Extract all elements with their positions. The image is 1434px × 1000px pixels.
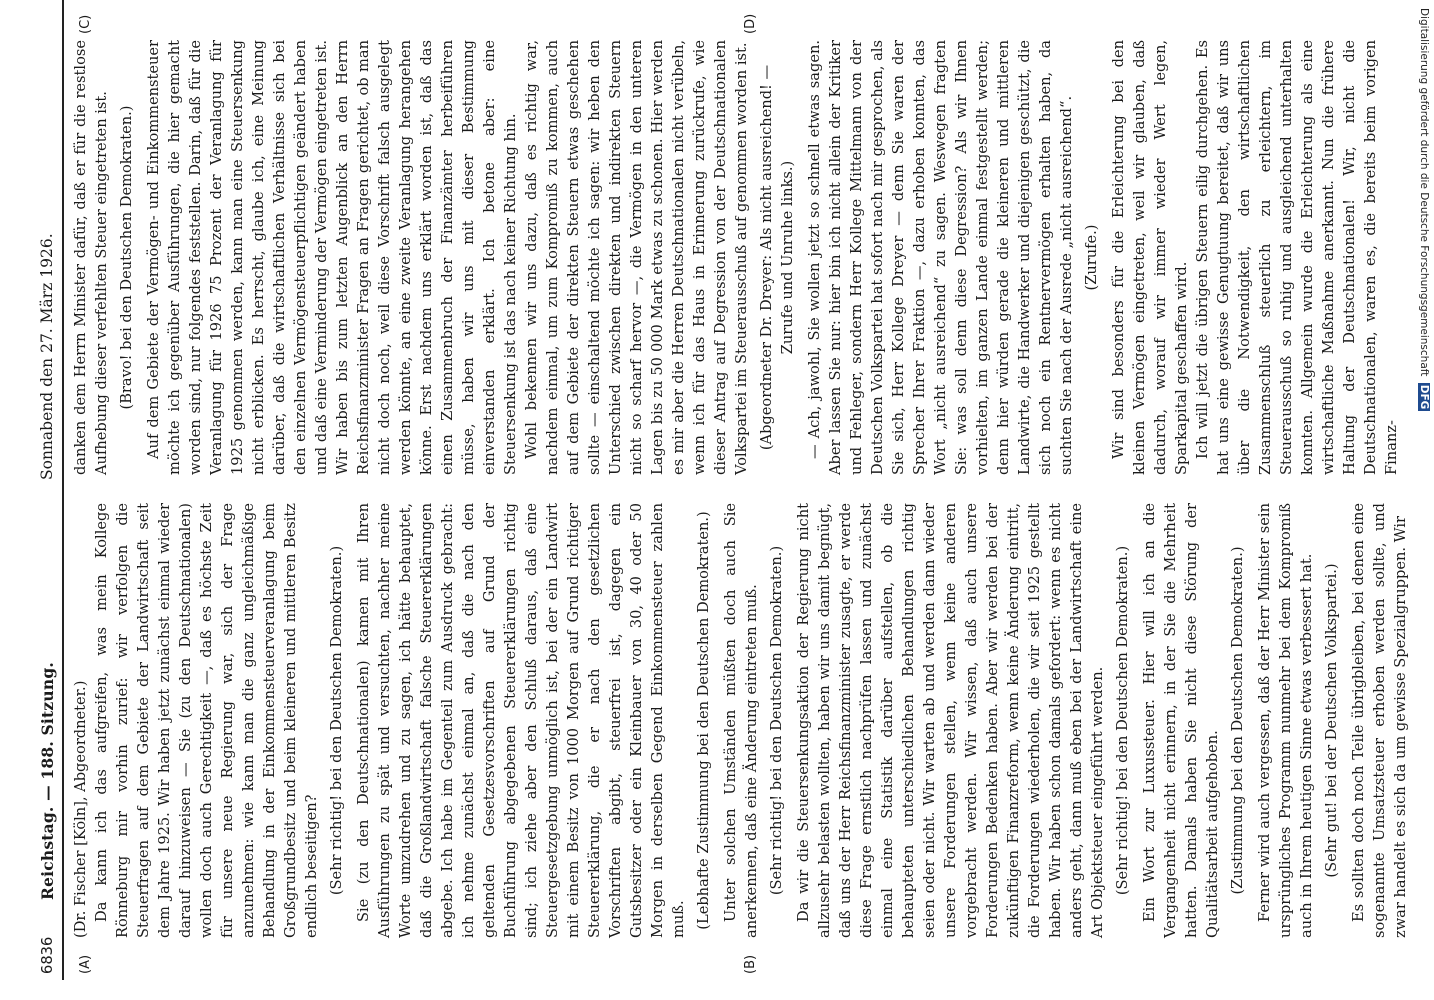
interjection: (Bravo! bei den Deutschen Demokraten.) — [118, 105, 135, 410]
session-title: Reichstag. — 188. Sitzung. — [38, 662, 57, 900]
interjection: (Lebhafte Zustimmung bei den Deutschen Demokraten.) — [695, 511, 712, 930]
paragraph: Ich will jetzt die übrigen Steuern eilig durchgehen. Es hat uns eine gewisse Genugtuung bereitet, daß wir uns über die Notwendigkeit, den wirtschaftlichen Zusammenschluß steuerlich zu erleichtern, im Steuerausschuß so ruhig und ausgleichend unterhalten konnten. Allgemein wurde die Erleichterung als eine wirtschaftliche Maßnahme anerkannt. Nun die frühere Haltung der Deutschnationalen! Wir, nicht die Deutschnationalen, waren es, die bereits beim vorigen Finanz- — [1194, 40, 1400, 475]
paragraph: — Ach, jawohl, Sie wollen jetzt so schnell etwas sagen. Aber lassen Sie nur: hier bin ich nicht allein der Kritiker und Fehleger, sondern Herr Kollege Mittelmann von der Deutschen Volkspartei hat sofort nach mir gesprochen, als Sie sich, Herr Kollege Dreyer — denn Sie waren der Sprecher Ihrer Fraktion —, dazu erhoben konnten, das Wort „nicht ausreichend“ zu sagen. Weswegen fragten Sie: was soll denn diese Degression? Als wir Ihnen vorhielten, im ganzen Lande einmal festgestellt werden; denn hier würden gerade die kleineren und mittleren Landwirte, die Handwerker und diejenigen geschützt, die sich noch ein Rentnervermögen erhalten haben, da suchten Sie nach der Ausrede „nicht ausreichend“. — [806, 40, 1075, 475]
paragraph: danken dem Herrn Minister dafür, daß er für die restlose Aufhebung dieser verfehlten Steuer eingetreten ist. — [72, 40, 110, 475]
speaker-line: (Dr. Fischer [Köln], Abgeordneter.) — [72, 680, 89, 938]
interjection: (Zustimmung bei den Deutschen Demokraten.) — [1229, 546, 1246, 895]
credit-text: Digitalisierung gefördert durch die Deutsche Forschungsgemeinschaft — [1418, 8, 1430, 377]
interjection: (Sehr richtig! bei den Deutschen Demokraten.) — [1114, 545, 1131, 896]
header-rule — [62, 0, 64, 980]
paragraph: Da kann ich das aufgreifen, was mein Kollege Rönneburg mir vorhin zurief: wir verfolgen die Steuerfragen auf dem Gebiete der Landwirtschaft seit dem Jahre 1925. Wir haben jetzt zunächst einmal wieder darauf hinzuweisen — Sie (zu den Deutschnationalen) wollen doch auch Gerechtigkeit —, daß es höchste Zeit für unsere neue Regierung war, sich der Frage anzunehmen: wie kann man die ganz ungleichmäßige Behandlung in der Einkommensteuerveranlagung beim Großgrundbesitz und beim kleineren und mittleren Besitz endlich beseitigen? — [93, 503, 320, 938]
paragraph: Ein Wort zur Luxussteuer. Hier will ich an die Vergangenheit nicht erinnern, in der Sie die Mehrheit hatten. Damals haben Sie nicht diese Störung der Qualitätsarbeit aufgehoben. — [1141, 503, 1221, 938]
paragraph: Wir sind besonders für die Erleichterung bei den kleinen Vermögen eingetreten, weil wir glauben, daß dadurch, worauf wir immer wieder Wert legen, Sparkapital geschaffen wird. — [1110, 40, 1190, 475]
digitization-credit — [1412, 8, 1432, 992]
paragraph: Auf dem Gebiete der Vermögen- und Einkommensteuer möchte ich gegenüber Ausführungen, die hier gemacht worden sind, nur folgendes feststellen. Darin, daß für die Veranlagung für 1926 75 Prozent der Veranlagung für 1925 genommen werden, kann man eine Steuersenkung nicht erblicken. Es herrscht, glaube ich, eine Meinung darüber, daß die wirtschaftlichen Verhältnisse sich bei den einzelnen Vermögensteuerpflichtigen geändert haben und daß eine Verminderung der Vermögen eingetreten ist. Wir haben bis zum letzten Augenblick an den Herrn Reichsfinanzminister Fragen an Fragen gerichtet, ob man nicht doch noch, weil diese Vorschrift falsch ausgelegt werden könnte, an eine zweite Veranlagung herangehen könne. Erst nachdem uns erklärt worden ist, daß das einen Zusammenbruch der Finanzämter herbeiführen müsse, haben wir uns mit dieser Bestimmung einverstanden erklärt. Ich betone aber: eine Steuersenkung ist das nach keiner Richtung hin. — [145, 40, 519, 475]
interjection: (Zurufe.) — [1083, 224, 1100, 291]
paragraph: Ferner wird auch vergessen, daß der Herr Minister sein ursprüngliches Programm nunmehr bei dem Kompromiß auch in Ihrem heutigen Sinne etwas verbessert hat. — [1256, 503, 1315, 938]
paragraph: Unter solchen Umständen müßten doch auch Sie anerkennen, daß eine Änderung eintreten muß. — [722, 503, 760, 938]
paragraph: Wohl bekennen wir uns dazu, daß es richtig war, nachdem einmal, um zum Kompromiß zu kommen, auch auf dem Gebiete der direkten Steuern etwas geschehen sollte — einschaltend möchte ich sagen: wir heben den Unterschied zwischen direkten und indirekten Steuern nicht so scharf hervor —, die Vermögen in den unteren Lagen bis zu 50 000 Mark etwas zu schonen. Hier werden es mir aber die Herren Deutschnationalen nicht verübeln, wenn ich für das Haus in Erinnerung zurückrufe, wie dieser Antrag auf Degression von der Deutschnationalen Volkspartei im Steuerausschuß auf genommen worden ist. — [523, 40, 750, 475]
left-text-column — [70, 503, 1411, 938]
interjection: (Sehr gut! bei der Deutschen Volkspartei.) — [1323, 563, 1340, 878]
right-text-column — [70, 40, 1402, 475]
session-date: Sonnabend den 27. März 1926. — [38, 233, 56, 480]
margin-mark-a: (A) — [78, 954, 93, 974]
interjection: (Abgeordneter Dr. Dreyer: Als nicht ausreichend! — Zurufe und Unruhe links.) — [758, 64, 796, 451]
interjection: (Sehr richtig! bei den Deutschen Demokraten.) — [328, 545, 345, 896]
margin-mark-b: (B) — [743, 954, 758, 974]
interjection: (Sehr richtig! bei den Deutschen Demokraten.) — [768, 545, 785, 896]
rotated-newspaper-page — [18, 0, 1418, 980]
paragraph: Es sollten doch noch Teile übrigbleiben, bei denen eine sogenannte Umsatzsteuer erhoben werden sollte, und zwar handelt es sich da um gewisse Spezialgruppen. Wir — [1350, 503, 1409, 938]
paragraph: Da wir die Steuersenkungsaktion der Regierung nicht allzusehr belasten wollten, haben wir uns damit begnügt, daß uns der Herr Reichsfinanzminister zusagte, er werde diese Frage ernstlich nachprüfen lassen und zunächst einmal eine Statistik darüber aufstellen, ob die behaupteten unterschiedlichen Behandlungen richtig seien oder nicht. Wir warten ab und werden dann wieder unsere Forderungen stellen, wenn keine anderen vorgebracht werden. Wir wissen, daß auch unsere Forderungen Bedenken haben. Aber wir werden bei der zukünftigen Finanzreform, wenn keine Änderung eintritt, die Forderungen wiederholen, die wir seit 1925 gestellt haben. Wir haben schon damals gefordert: wenn es nicht anders geht, dann muß eben bei der Landwirtschaft eine Art Objektsteuer eingeführt werden. — [795, 503, 1106, 938]
paragraph: Sie (zu den Deutschnationalen) kamen mit Ihren Ausführungen zu spät und versuchten, nachher meine Worte umzudrehen und zu sagen, ich hätte behauptet, daß die Großlandwirtschaft falsche Steuererklärungen abgebe. Ich habe im Gegenteil zum Ausdruck gebracht: ich nehme zunächst einmal an, daß die nach den geltenden Gesetzesvorschriften auf Grund der Buchführung abgegebenen Steuererklärungen richtig sind; ich ziehe aber den Schluß daraus, daß eine Steuergesetzgebung unmöglich ist, bei der ein Landwirt mit einem Besitz von 1000 Morgen auf Grund richtiger Steuererklärung, die er nach den gesetzlichen Vorschriften abgibt, steuerfrei ist, dagegen ein Gutsbesitzer oder ein Kleinbauer von 30, 40 oder 50 Morgen in derselben Gegend Einkommensteuer zahlen muß. — [355, 503, 687, 938]
page-number: 6836 — [38, 936, 56, 974]
margin-mark-c: (C) — [78, 14, 93, 34]
dfg-logo: DFG — [1418, 384, 1430, 410]
margin-mark-d: (D) — [743, 13, 758, 34]
